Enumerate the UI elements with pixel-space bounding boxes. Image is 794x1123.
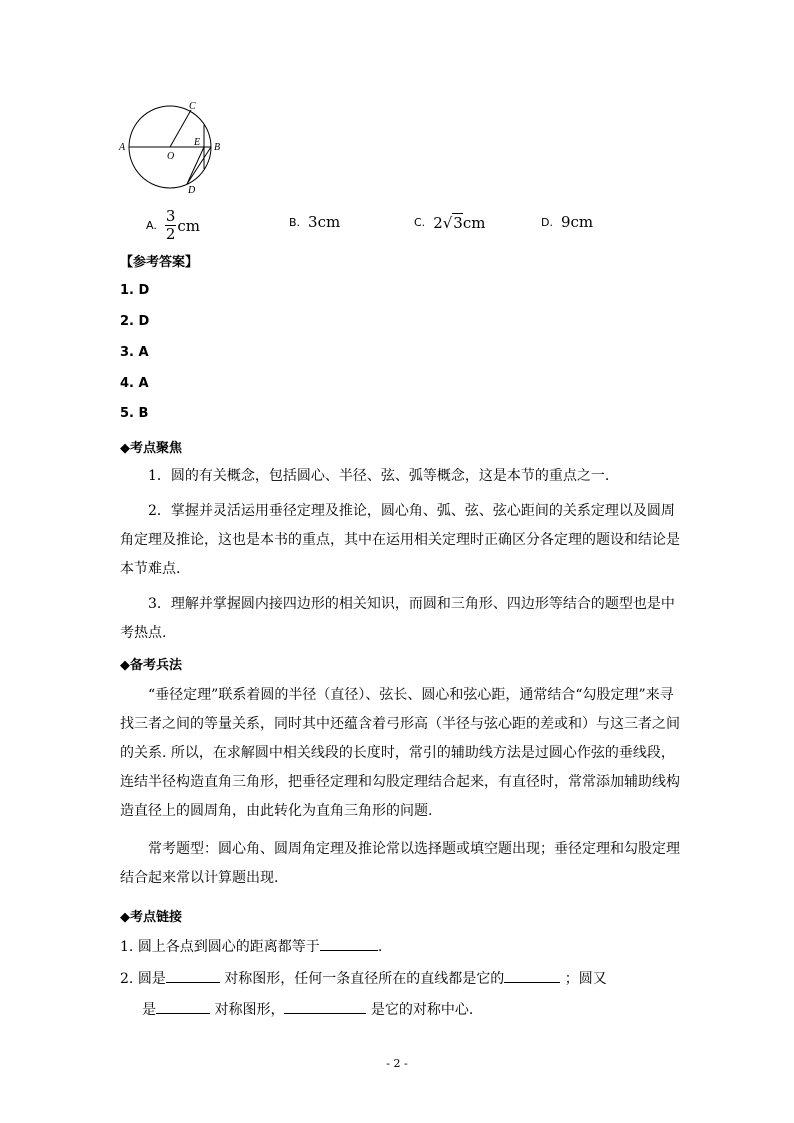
answer-blank[interactable] <box>504 968 560 983</box>
option-b <box>289 213 340 231</box>
option-d-value: 9cm <box>560 213 594 231</box>
option-c-unit: cm <box>462 213 486 232</box>
segment-oc <box>170 110 191 147</box>
question-1-text: 圆上各点到圆心的距离都等于 <box>137 939 320 955</box>
question-2-line-2 <box>142 999 473 1019</box>
option-a-unit: cm <box>177 216 200 235</box>
option-c <box>414 213 485 232</box>
option-d <box>541 213 593 231</box>
answer-item: 1. D <box>120 283 150 298</box>
option-a <box>146 208 200 243</box>
label-e: E <box>194 137 201 148</box>
question-1 <box>120 936 382 956</box>
focus-paragraph-1: 1．圆的有关概念，包括圆心、半径、弦、弧等概念，这是本节的重点之一. <box>148 468 610 484</box>
option-d-label: D. <box>541 215 553 229</box>
option-c-radicand: 3 <box>453 214 463 232</box>
answer-blank[interactable] <box>166 968 220 983</box>
question-2-line-1 <box>120 968 607 988</box>
label-c: C <box>189 101 196 112</box>
method-paragraph-2: 常考题型：圆心角、圆周角定理及推论常以选择题或填空题出现；垂径定理和勾股定理结合起来常以计算题出现. <box>120 841 680 886</box>
question-1-end: . <box>377 939 383 955</box>
option-a-fraction <box>165 208 177 243</box>
focus-title: ◆考点聚焦 <box>120 441 182 456</box>
answers-title: 【参考答案】 <box>120 255 199 270</box>
option-a-numerator: 3 <box>165 207 176 225</box>
label-a: A <box>119 142 126 153</box>
question-2-part-d: 是 <box>142 1002 156 1018</box>
option-a-denominator: 2 <box>165 225 176 243</box>
question-1-number: 1. <box>120 939 134 955</box>
segment-od <box>187 147 211 184</box>
answer-blank[interactable] <box>320 936 378 951</box>
answer-item: 2. D <box>120 314 150 329</box>
segment-ed <box>187 147 204 184</box>
label-o: O <box>167 151 175 162</box>
option-c-coef: 2 <box>433 213 443 232</box>
focus-paragraph-2: 2．掌握并灵活运用垂径定理及推论，圆心角、弧、弦、弦心距间的关系定理以及圆周角定理及推论，这也是本书的重点，其中在运用相关定理时正确区分各定理的题设和结论是本节难点. <box>120 503 680 577</box>
option-c-label: C. <box>414 216 426 229</box>
links-title: ◆考点链接 <box>120 910 182 925</box>
answer-item: 4. A <box>120 376 149 391</box>
label-d: D <box>188 185 196 196</box>
label-b: B <box>214 142 221 153</box>
option-c-sqrt: √ 3 <box>442 214 463 232</box>
circle-diagram <box>118 100 226 196</box>
method-paragraph-1: “垂径定理”联系着圆的半径（直径）、弦长、圆心和弦心距，通常结合“勾股定理”来寻找三者之间的等量关系，同时其中还蕴含着弓形高（半径与弦心距的差或和）与这三者之间的关系. 所以，在求解圆中相关线段的长度时，常引的辅助线方法是过圆心作弦的垂线段，连结半径构造直角三角形，把垂径定理和勾股定理结合起来，有直径时，常常添加辅助线构造直径上的圆周角，由此转化为直角三角形的问题. <box>120 687 680 819</box>
question-2-number: 2. <box>120 971 134 987</box>
question-2-part-a: 圆是 <box>137 971 166 987</box>
question-2-part-e: 对称图形， <box>214 1002 285 1018</box>
option-b-value: 3cm <box>308 213 341 231</box>
question-2-part-c: ；圆又 <box>564 971 607 987</box>
method-title: ◆备考兵法 <box>120 658 182 673</box>
page-number: - 2 - <box>386 1057 408 1070</box>
answer-item: 3. A <box>120 345 149 360</box>
question-2-part-f: 是它的对称中心. <box>370 1002 474 1018</box>
answer-blank[interactable] <box>284 999 366 1014</box>
answer-blank[interactable] <box>156 999 210 1014</box>
question-2-part-b: 对称图形，任何一条直径所在的直线都是它的 <box>224 971 505 987</box>
focus-paragraph-3: 3．理解并掌握圆内接四边形的相关知识，而圆和三角形、四边形等结合的题型也是中考热点. <box>120 596 675 641</box>
option-a-label: A. <box>146 219 157 232</box>
option-b-label: B. <box>289 215 301 229</box>
answer-item: 5. B <box>120 406 149 421</box>
